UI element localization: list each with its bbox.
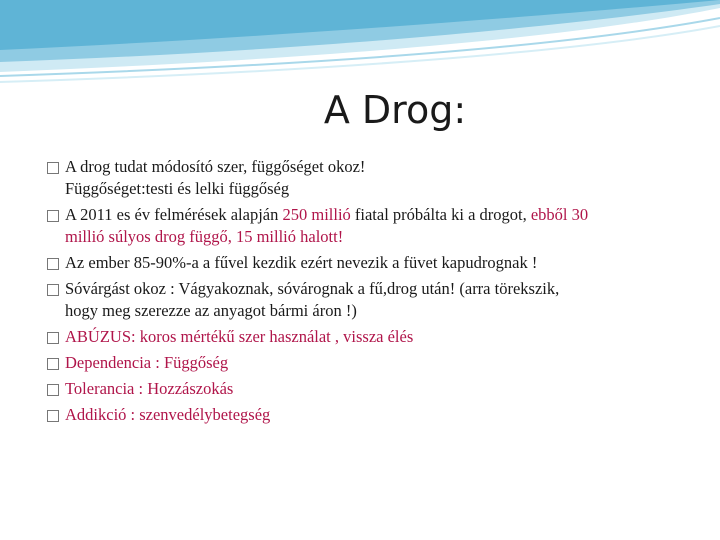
bullet-text: Függőséget:testi és lelki függőség	[65, 179, 290, 198]
highlight-text: Tolerancia : Hozzászokás	[65, 379, 234, 398]
list-item	[44, 326, 684, 348]
list-item	[44, 278, 684, 322]
square-bullet-icon	[47, 410, 59, 422]
square-bullet-icon	[47, 162, 59, 174]
list-item	[44, 156, 684, 200]
list-item	[44, 378, 684, 400]
bullet-list	[44, 156, 684, 430]
square-bullet-icon	[47, 358, 59, 370]
bullet-text: Az ember 85-90%-a a fűvel kezdik ezért nevezik a füvet kapudrognak !	[65, 253, 538, 272]
list-item	[44, 404, 684, 426]
square-bullet-icon	[47, 258, 59, 270]
list-item	[44, 204, 684, 248]
square-bullet-icon	[47, 384, 59, 396]
highlight-text: ABÚZUS: koros mértékű szer használat , vissza élés	[65, 327, 414, 346]
highlight-text: millió súlyos drog függő, 15 millió halott!	[65, 227, 344, 246]
bullet-text: hogy meg szerezze az anyagot bármi áron !)	[65, 301, 357, 320]
bullet-text: A drog tudat módosító szer, függőséget okoz!	[65, 157, 366, 176]
slide-title: A Drog:	[323, 88, 467, 132]
list-item	[44, 252, 684, 274]
square-bullet-icon	[47, 210, 59, 222]
square-bullet-icon	[47, 332, 59, 344]
highlight-text: 250 millió	[282, 205, 351, 224]
highlight-text: Dependencia : Függőség	[65, 353, 229, 372]
bullet-text: A 2011 es év felmérések alapján	[65, 205, 283, 224]
bullet-text: Sóvárgást okoz : Vágyakoznak, sóvárognak a fű,drog után! (arra törekszik,	[65, 279, 560, 298]
list-item	[44, 352, 684, 374]
square-bullet-icon	[47, 284, 59, 296]
highlight-text: Addikció : szenvedélybetegség	[65, 405, 271, 424]
highlight-text: ebből 30	[530, 205, 589, 224]
bullet-text: fiatal próbálta ki a drogot,	[350, 205, 531, 224]
